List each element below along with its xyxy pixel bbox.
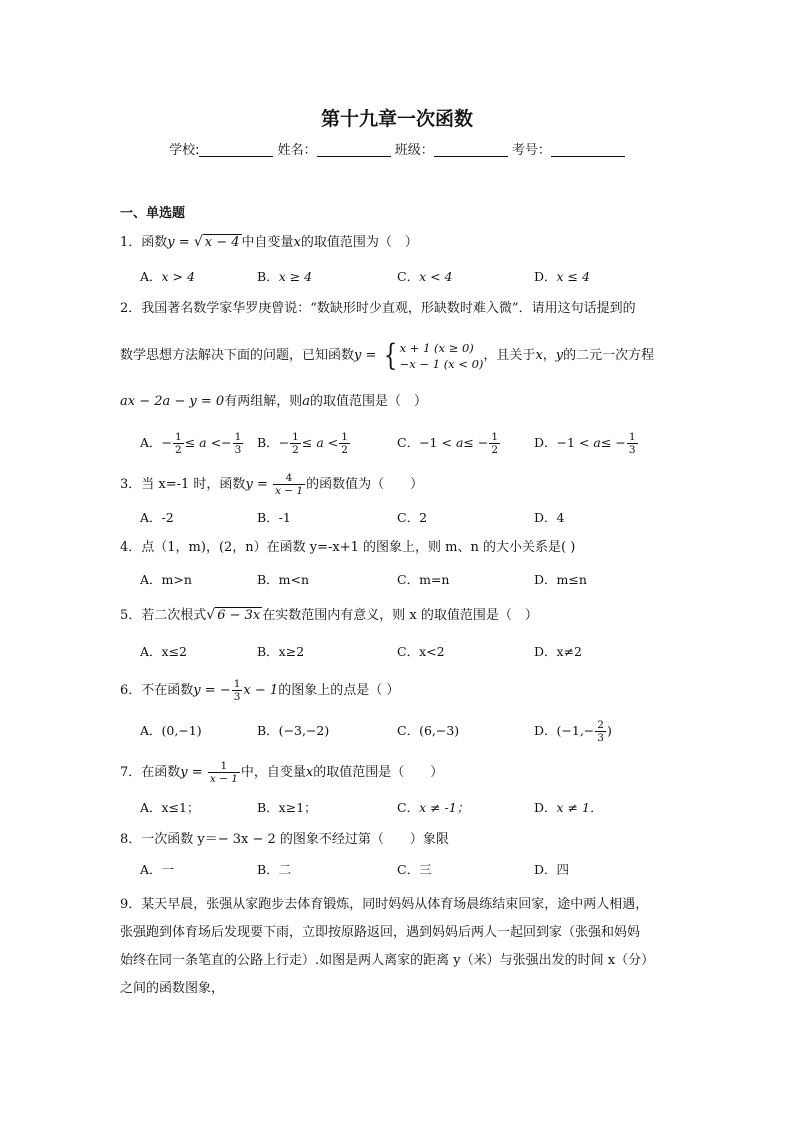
number-label: 考号： [511,143,551,158]
option-a[interactable]: A．一 [140,862,175,877]
q1-var-y: y [167,235,175,250]
sqrt-sign: √ [206,607,216,623]
piecewise-cases: x + 1 (x ≥ 0) −x − 1 (x < 0) [399,340,484,371]
option-b[interactable]: B．(−3,−2) [257,723,330,738]
question-9-line-1: 9．某天早晨，张强从家跑步去体育锻炼，同时妈妈从体育场晨练结束回家，途中两人相遇， [120,897,649,912]
name-blank[interactable] [317,143,391,157]
q2-options [140,428,700,458]
option-d[interactable]: D．x≠2 [534,644,582,659]
class-blank[interactable] [434,143,508,157]
q1-radicand: x − 4 [204,235,240,250]
q4-options [140,570,700,590]
number-blank[interactable] [551,143,625,157]
option-c[interactable]: C．x ≠ -1； [397,800,470,815]
option-a[interactable]: A．-2 [140,510,174,525]
option-c[interactable]: C．三 [397,862,432,877]
option-b[interactable]: B．-1 [257,510,291,525]
q7-options [140,798,700,818]
q1-post: 的取值范围为（ ） [300,235,418,250]
option-d[interactable]: D．(−1,− $\frac{2}{3}$ ) [534,719,612,744]
option-c[interactable]: C．x<2 [397,644,445,659]
question-7: 7．在函数y = $\frac{1}{x - 1}$ 中，自变量x的取值范围是（ ） [120,760,444,785]
name-label: 姓名： [277,143,317,158]
question-6: 6．不在函数y = − $\frac{1}{3}$ x − 1的图象上的点是（ ） [120,678,400,703]
school-blank[interactable] [199,143,273,157]
school-label: 学校: [169,143,200,158]
option-a[interactable]: A．− $\frac{1}{2}$ ≤ a <− $\frac{1}{3}$ [140,431,242,456]
option-d[interactable]: D．m≤n [534,572,587,587]
option-d[interactable]: D．4 [534,510,565,525]
option-c[interactable]: C．m=n [397,572,450,587]
option-c[interactable]: C．2 [397,510,428,525]
option-c[interactable]: C．x < 4 [397,269,453,284]
q8-options [140,860,700,880]
question-9-line-3: 始终在同一条笔直的公路上行走）.如图是两人离家的距离 y（米）与张强出发的时间 x（分） [120,953,655,968]
q1-equals: = [178,235,190,250]
question-2-line-2: 数学思想方法解决下面的问题，已知函数y = { x + 1 (x ≥ 0) −x − 1 (x < 0) ，且关于x，y的二元一次方程 [120,337,655,373]
q5-options [140,642,700,662]
option-d[interactable]: D．x ≠ 1． [534,800,603,815]
option-a[interactable]: A．x > 4 [140,269,195,284]
class-label: 班级： [394,143,434,158]
option-b[interactable]: B．二 [257,862,292,877]
option-a[interactable]: A．(0,−1) [140,723,202,738]
option-b[interactable]: B．x ≥ 4 [257,269,313,284]
question-8: 8．一次函数 y＝− 3x − 2 的图象不经过第（ ）象限 [120,832,449,847]
option-c[interactable]: C．(6,−3) [397,723,460,738]
option-b[interactable]: B．x≥1； [257,800,317,815]
q1-options [140,267,700,287]
option-d[interactable]: D．四 [534,862,570,877]
q1-mid: 中自变量 [241,235,294,250]
question-5: 5．若二次根式√ 6 − 3x 在实数范围内有意义，则 x 的取值范围是（ ） [120,607,538,623]
option-d[interactable]: D．x ≤ 4 [534,269,590,284]
option-a[interactable]: A．x≤1； [140,800,200,815]
q6-options [140,716,700,746]
sqrt-sign: √ [193,234,203,250]
section-heading: 一、单选题 [120,206,186,221]
q1-prefix: 1．函数 [120,235,168,250]
student-info-line [0,139,794,158]
option-a[interactable]: A．x≤2 [140,644,188,659]
q1-var-x: x [293,235,301,250]
question-1 [120,232,418,253]
option-c[interactable]: C．−1 < a≤ − $\frac{1}{2}$ [397,431,499,456]
page-title: 第十九章一次函数 [320,108,473,130]
question-4: 4．点（1，m)，(2，n）在函数 y=-x+1 的图象上，则 m、n 的大小关系是( ) [120,540,576,555]
q3-options [140,508,700,528]
option-b[interactable]: B．− $\frac{1}{2}$ ≤ a < $\frac{1}{2}$ [257,431,348,456]
option-b[interactable]: B．x≥2 [257,644,305,659]
brace-icon: { [383,337,397,373]
question-9-line-2: 张强跑到体育场后发现要下雨，立即按原路返回，遇到妈妈后两人一起回到家（张强和妈妈 [120,925,641,940]
question-9-line-4: 之间的函数图象， [120,981,225,996]
option-d[interactable]: D．−1 < a≤ − $\frac{1}{3}$ [534,431,636,456]
question-2-line-1: 2．我国著名数学家华罗庚曾说：“数缺形时少直观，形缺数时难入微”．请用这句话提到的 [120,301,636,316]
question-2-line-3: ax − 2a − y = 0有两组解，则a的取值范围是（ ） [120,394,427,409]
option-b[interactable]: B．m<n [257,572,310,587]
question-3: 3．当 x=-1 时，函数y = $\frac{4}{x - 1}$ 的函数值为（ ） [120,472,424,497]
option-a[interactable]: A．m>n [140,572,192,587]
